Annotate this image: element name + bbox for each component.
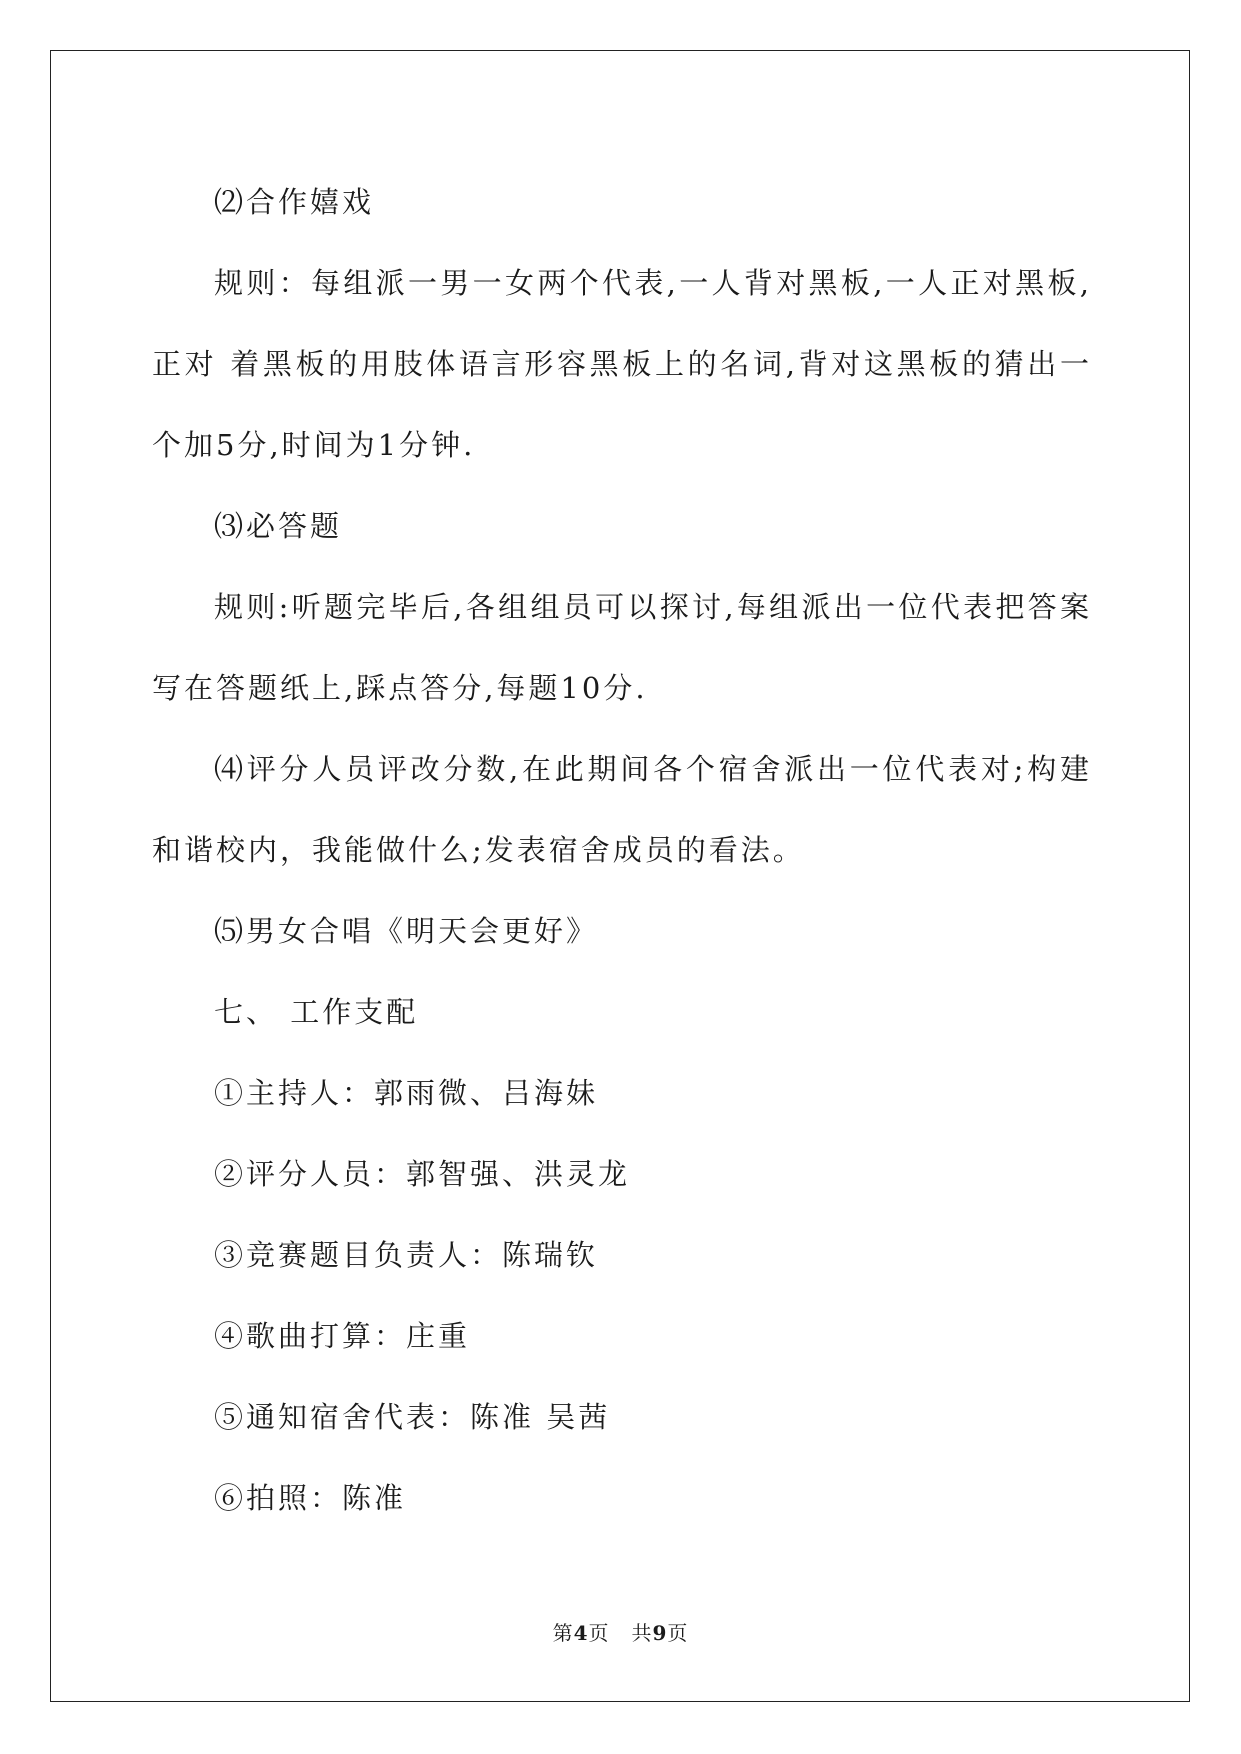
footer-total-pages: 9 (652, 1621, 668, 1645)
paragraph-chorus: ⑸男女合唱《明天会更好》 (214, 914, 599, 948)
paragraph-quiz-rules: 规则:听题完毕后,各组组员可以探讨,每组派出一位代表把答案写在答题纸上,踩点答分,每题10分. (152, 590, 1092, 705)
list-item-judges: ②评分人员：郭智强、洪灵龙 (214, 1157, 631, 1191)
list-item-question-lead: ③竞赛题目负责人：陈瑞钦 (214, 1238, 599, 1272)
paragraph-quiz-heading: ⑶必答题 (214, 509, 343, 543)
paragraph-game-heading: ⑵合作嬉戏 (214, 185, 375, 219)
section-heading-work-arrangement: 七、 工作支配 (214, 995, 419, 1029)
list-item-music: ④歌曲打算：庄重 (214, 1319, 471, 1353)
paragraph-scoring: ⑷评分人员评改分数,在此期间各个宿舍派出一位代表对;构建和谐校内，我能做什么;发表宿舍成员的看法。 (152, 752, 1092, 867)
footer-page-number: 4 (573, 1621, 589, 1645)
list-item-notify: ⑤通知宿舍代表：陈准 吴茜 (214, 1400, 611, 1434)
list-item-photo: ⑥拍照：陈准 (214, 1481, 407, 1515)
list-item-host: ①主持人：郭雨微、吕海妹 (214, 1076, 599, 1110)
footer-total-prefix: 共 (631, 1621, 653, 1645)
footer-total-suffix: 页 (667, 1621, 689, 1645)
page-footer (0, 1617, 1241, 1646)
footer-prefix: 第 (552, 1621, 574, 1645)
footer-page-suffix: 页 (588, 1621, 610, 1645)
document-body (152, 162, 1092, 1539)
paragraph-game-rules: 规则：每组派一男一女两个代表,一人背对黑板,一人正对黑板,正对 着黑板的用肢体语言形容黑板上的名词,背对这黑板的猜出一个加5分,时间为1分钟. (152, 266, 1092, 462)
